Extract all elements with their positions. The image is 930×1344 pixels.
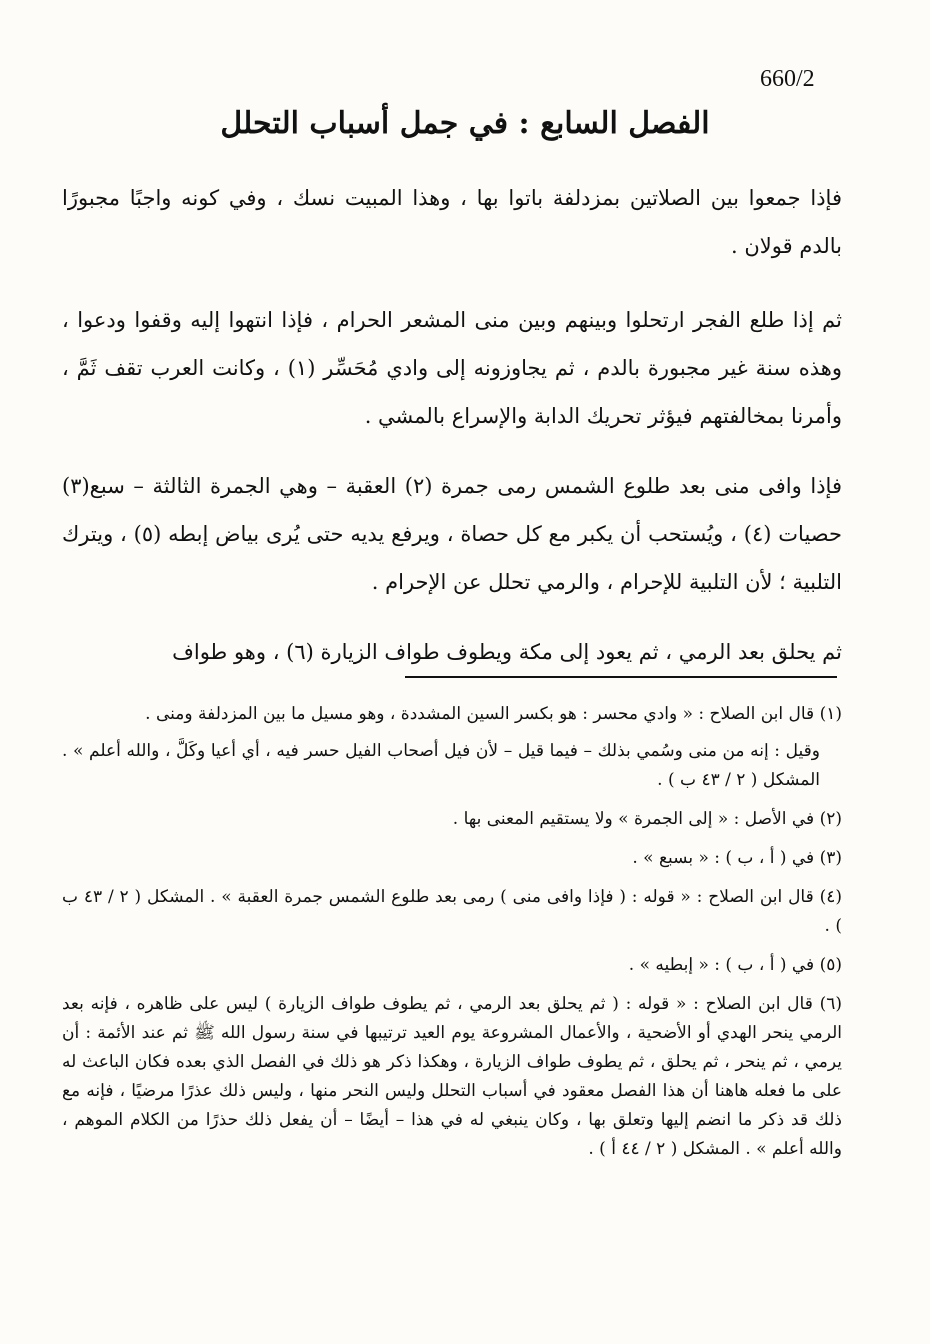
body-paragraph: ثم يحلق بعد الرمي ، ثم يعود إلى مكة ويطوف طواف الزيارة (٦) ، وهو طواف [172, 640, 842, 664]
chapter-title: الفصل السابع : في جمل أسباب التحلل [220, 106, 710, 141]
footnote: (١) قال ابن الصلاح : « وادي محسر : هو بكسر السين المشددة ، وهو مسيل ما بين المزدلفة ومنى . [145, 704, 842, 724]
footnote: (٦) قال ابن الصلاح : « قوله : ( ثم يحلق بعد الرمي ، ثم يطوف طواف الزيارة ) ليس على ظاهره ، فإنه بعد الرمي ينحر الهدي أو الأضحية ، والأعمال المشروعة يوم العيد ترتيبها في سنة رسول الله ﷺ ثم عند الأئمة : أن يرمي ، ثم ينحر ، ثم يحلق ، ثم يطوف طواف الزيارة ، وهكذا ذكر هو ذلك في الفصل الذي بعده فكان الباعث له على ما فعله هاهنا أن هذا الفصل معقود في أسباب التحلل وليس النحر منها ، وليس ذلك عذرًا مرضيًا ، فإنه مع ذلك قد ذكر ما انضم إليها وتعلق بها ، وكان ينبغي له في هذا – أيضًا – أن يفعل ذلك حذرًا من الكلام الموهم ، والله أعلم » . المشكل ( ٢ / ٤٤ أ ) . [62, 994, 842, 1159]
body-paragraph: فإذا جمعوا بين الصلاتين بمزدلفة باتوا بها ، وهذا المبيت نسك ، وفي كونه واجبًا مجبورًا بالدم قولان . [62, 186, 842, 258]
footnote-continuation: وقيل : إنه من منى وسُمي بذلك – فيما قيل – لأن فيل أصحاب الفيل حسر فيه ، أي أعيا وكَلَّ ، والله أعلم » . المشكل ( ٢ / ٤٣ ب ) . [62, 741, 820, 790]
footnote: (٥) في ( أ ، ب ) : « إبطيه » . [628, 955, 842, 975]
footnotes [62, 700, 842, 1174]
page-number: 660/2 [760, 66, 815, 92]
footnote: (٤) قال ابن الصلاح : « قوله : ( فإذا وافى منى ) رمى بعد طلوع الشمس جمرة العقبة » . المشكل ( ٢ / ٤٣ ب ) . [62, 887, 842, 936]
body-paragraph: فإذا وافى منى بعد طلوع الشمس رمى جمرة (٢) العقبة – وهي الجمرة الثالثة – سبع(٣) حصيات (٤) ، ويُستحب أن يكبر مع كل حصاة ، ويرفع يديه حتى يُرى بياض إبطه (٥) ، ويترك التلبية ؛ لأن التلبية للإحرام ، والرمي تحلل عن الإحرام . [62, 474, 842, 594]
body-paragraph: ثم إذا طلع الفجر ارتحلوا وبينهم وبين منى المشعر الحرام ، فإذا انتهوا إليه وقفوا ودعوا ، وهذه سنة غير مجبورة بالدم ، ثم يجاوزونه إلى وادي مُحَسِّر (١) ، وكانت العرب تقف ثَمَّ ، وأمرنا بمخالفتهم فيؤثر تحريك الدابة والإسراع بالمشي . [62, 308, 842, 428]
footnote-separator [405, 676, 837, 678]
footnote: (٣) في ( أ ، ب ) : « بسبع » . [632, 848, 842, 868]
footnote: (٢) في الأصل : « إلى الجمرة » ولا يستقيم المعنى بها . [452, 809, 842, 829]
